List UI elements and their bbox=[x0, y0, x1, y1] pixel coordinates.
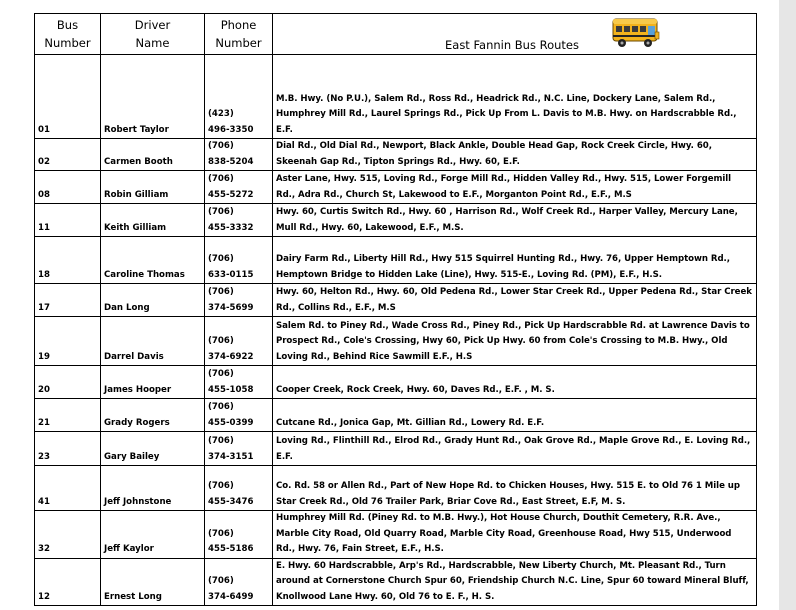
phone-number: 455-3332 bbox=[208, 222, 254, 233]
route-cell: M.B. Hwy. (No P.U.), Salem Rd., Ross Rd., Headrick Rd., N.C. Line, Dockery Lane, Salem Rd., Humphrey Mill Rd., Laurel Springs Rd., Pick Up From L. Davis to M.B. Hwy. on Hardscrabble Rd., E.F. bbox=[273, 55, 757, 139]
routes-title-header bbox=[273, 14, 757, 55]
header-line: Name bbox=[135, 36, 170, 50]
table-row bbox=[35, 237, 757, 284]
header-line: Number bbox=[44, 36, 91, 50]
phone-cell bbox=[205, 432, 273, 466]
route-cell: Dairy Farm Rd., Liberty Hill Rd., Hwy 515 Squirrel Hunting Rd., Hwy. 76, Upper Hemptown Rd., Hemptown Bridge to Hidden Lake (Line), Hwy. 515-E., Loving Rd. (PM), E.F., H.S. bbox=[273, 237, 757, 284]
route-cell: Hwy. 60, Helton Rd., Hwy. 60, Old Pedena Rd., Lower Star Creek Rd., Upper Pedena Rd., Star Creek Rd., Collins Rd., E.F., M.S bbox=[273, 284, 757, 317]
header-line: Number bbox=[215, 36, 262, 50]
phone-area-code: (706) bbox=[208, 369, 234, 379]
phone-cell bbox=[205, 237, 273, 284]
driver-name-cell: Keith Gilliam bbox=[101, 204, 205, 237]
bus-number-cell: 20 bbox=[35, 366, 101, 399]
phone-area-code: (706) bbox=[208, 528, 234, 539]
phone-area-code: (706) bbox=[208, 207, 234, 217]
driver-name-cell: Grady Rogers bbox=[101, 399, 205, 432]
header-line: Bus bbox=[56, 18, 79, 32]
driver-name-cell: Gary Bailey bbox=[101, 432, 205, 466]
route-cell: Aster Lane, Hwy. 515, Loving Rd., Forge Mill Rd., Hidden Valley Rd., Hwy. 515, Lower Forgemill Rd., Adra Rd., Church St, Lakewood to E.F., Morganton Point Rd., E.F., M.S bbox=[273, 171, 757, 204]
bus-number-cell: 12 bbox=[35, 558, 101, 606]
phone-area-code: (706) bbox=[208, 402, 234, 412]
page-title: East Fannin Bus Routes bbox=[445, 38, 579, 52]
table-row bbox=[35, 284, 757, 317]
route-cell: Salem Rd. to Piney Rd., Wade Cross Rd., Piney Rd., Pick Up Hardscrabble Rd. at Lawrence Davis to Prospect Rd., Cole's Crossing, Hwy 60, Pick Up Hwy. 60 from Cole's Crossing to M.B. Hwy., Old Loving Rd., Behind Rice Sawmill E.F., H.S bbox=[273, 317, 757, 366]
bus-number-cell: 11 bbox=[35, 204, 101, 237]
phone-area-code: (423) bbox=[208, 109, 234, 119]
phone-cell bbox=[205, 511, 273, 559]
phone-area-code: (706) bbox=[208, 287, 234, 297]
phone-area-code: (706) bbox=[208, 174, 234, 184]
phone-cell bbox=[205, 55, 273, 139]
table-row bbox=[35, 366, 757, 399]
table-row bbox=[35, 55, 757, 139]
phone-number: 838-5204 bbox=[208, 156, 254, 167]
driver-name-cell: Ernest Long bbox=[101, 558, 205, 606]
driver-name-cell: Jeff Kaylor bbox=[101, 511, 205, 559]
phone-number: 455-5186 bbox=[208, 544, 254, 554]
phone-number: 455-1058 bbox=[208, 384, 254, 395]
route-cell: Cooper Creek, Rock Creek, Hwy. 60, Daves Rd., E.F. , M. S. bbox=[273, 366, 757, 399]
phone-number: 455-5272 bbox=[208, 189, 254, 200]
table-row bbox=[35, 466, 757, 511]
bus-number-cell: 18 bbox=[35, 237, 101, 284]
table-row bbox=[35, 511, 757, 559]
phone-cell bbox=[205, 139, 273, 171]
school-bus-icon bbox=[611, 16, 661, 50]
phone-number-header bbox=[205, 14, 273, 55]
phone-cell bbox=[205, 317, 273, 366]
table-row bbox=[35, 139, 757, 171]
header-row bbox=[35, 14, 757, 55]
phone-area-code: (706) bbox=[208, 436, 234, 446]
phone-number: 455-0399 bbox=[208, 417, 254, 428]
bus-number-cell: 32 bbox=[35, 511, 101, 559]
driver-name-cell: Darrel Davis bbox=[101, 317, 205, 366]
bus-number-cell: 01 bbox=[35, 55, 101, 139]
driver-name-cell: Robin Gilliam bbox=[101, 171, 205, 204]
scrollbar[interactable] bbox=[779, 0, 796, 610]
route-cell: Humphrey Mill Rd. (Piney Rd. to M.B. Hwy.), Hot House Church, Douthit Cemetery, R.R. Ave., Marble City Road, Old Quarry Road, Marble City Road, Greenhouse Road, Hwy 515, Underwood Rd., Hwy. 76, Fain Street, E.F., H.S. bbox=[273, 511, 757, 559]
bus-number-cell: 02 bbox=[35, 139, 101, 171]
bus-routes-table bbox=[34, 13, 757, 606]
phone-number: 374-3151 bbox=[208, 451, 254, 462]
phone-number: 496-3350 bbox=[208, 124, 254, 135]
phone-cell bbox=[205, 171, 273, 204]
phone-area-code: (706) bbox=[208, 576, 234, 586]
phone-cell bbox=[205, 366, 273, 399]
driver-name-cell: Jeff Johnstone bbox=[101, 466, 205, 511]
phone-cell bbox=[205, 284, 273, 317]
bus-number-cell: 08 bbox=[35, 171, 101, 204]
phone-number: 374-6922 bbox=[208, 351, 254, 362]
driver-name-cell: Dan Long bbox=[101, 284, 205, 317]
route-cell: Loving Rd., Flinthill Rd., Elrod Rd., Grady Hunt Rd., Oak Grove Rd., Maple Grove Rd., E. Loving Rd., E.F. bbox=[273, 432, 757, 466]
driver-name-cell: Robert Taylor bbox=[101, 55, 205, 139]
table-row bbox=[35, 171, 757, 204]
phone-cell bbox=[205, 558, 273, 606]
phone-cell bbox=[205, 466, 273, 511]
phone-cell bbox=[205, 204, 273, 237]
bus-number-cell: 41 bbox=[35, 466, 101, 511]
phone-number: 455-3476 bbox=[208, 496, 254, 507]
bus-number-header bbox=[35, 14, 101, 55]
bus-number-cell: 19 bbox=[35, 317, 101, 366]
phone-area-code: (706) bbox=[208, 141, 234, 151]
header-line: Phone bbox=[220, 18, 257, 32]
driver-name-cell: Caroline Thomas bbox=[101, 237, 205, 284]
route-cell: Dial Rd., Old Dial Rd., Newport, Black Ankle, Double Head Gap, Rock Creek Circle, Hwy. 60, Skeenah Gap Rd., Tipton Springs Rd., Hwy. 60, E.F. bbox=[273, 139, 757, 171]
bus-number-cell: 21 bbox=[35, 399, 101, 432]
route-cell: Co. Rd. 58 or Allen Rd., Part of New Hope Rd. to Chicken Houses, Hwy. 515 E. to Old 76 1 Mile up Star Creek Rd., Old 76 Trailer Park, Briar Cove Rd., East Street, E.F, M. S. bbox=[273, 466, 757, 511]
route-cell: E. Hwy. 60 Hardscrabble, Arp's Rd., Hardscrabble, New Liberty Church, Mt. Pleasant Rd., Turn around at Cornerstone Church Spur 60, Friendship Church N.C. Line, Spur 60 toward Mineral Bluff, Knollwood Lane Hwy. 60, Old 76 to E. F., H. S. bbox=[273, 558, 757, 606]
driver-name-header bbox=[101, 14, 205, 55]
route-cell: Cutcane Rd., Jonica Gap, Mt. Gillian Rd., Lowery Rd. E.F. bbox=[273, 399, 757, 432]
table-row bbox=[35, 558, 757, 606]
driver-name-cell: James Hooper bbox=[101, 366, 205, 399]
table-row bbox=[35, 204, 757, 237]
bus-number-cell: 23 bbox=[35, 432, 101, 466]
bus-number-cell: 17 bbox=[35, 284, 101, 317]
header-line: Driver bbox=[134, 18, 171, 32]
phone-area-code: (706) bbox=[208, 336, 234, 346]
phone-area-code: (706) bbox=[208, 481, 234, 491]
phone-number: 633-0115 bbox=[208, 269, 254, 280]
phone-number: 374-5699 bbox=[208, 302, 254, 313]
driver-name-cell: Carmen Booth bbox=[101, 139, 205, 171]
table-row bbox=[35, 399, 757, 432]
table-row bbox=[35, 317, 757, 366]
table-row bbox=[35, 432, 757, 466]
phone-number: 374-6499 bbox=[208, 591, 254, 602]
route-cell: Hwy. 60, Curtis Switch Rd., Hwy. 60 , Harrison Rd., Wolf Creek Rd., Harper Valley, Mercury Lane, Mull Rd., Hwy. 60, Lakewood, E.F., M.S. bbox=[273, 204, 757, 237]
phone-cell bbox=[205, 399, 273, 432]
phone-area-code: (706) bbox=[208, 254, 234, 264]
